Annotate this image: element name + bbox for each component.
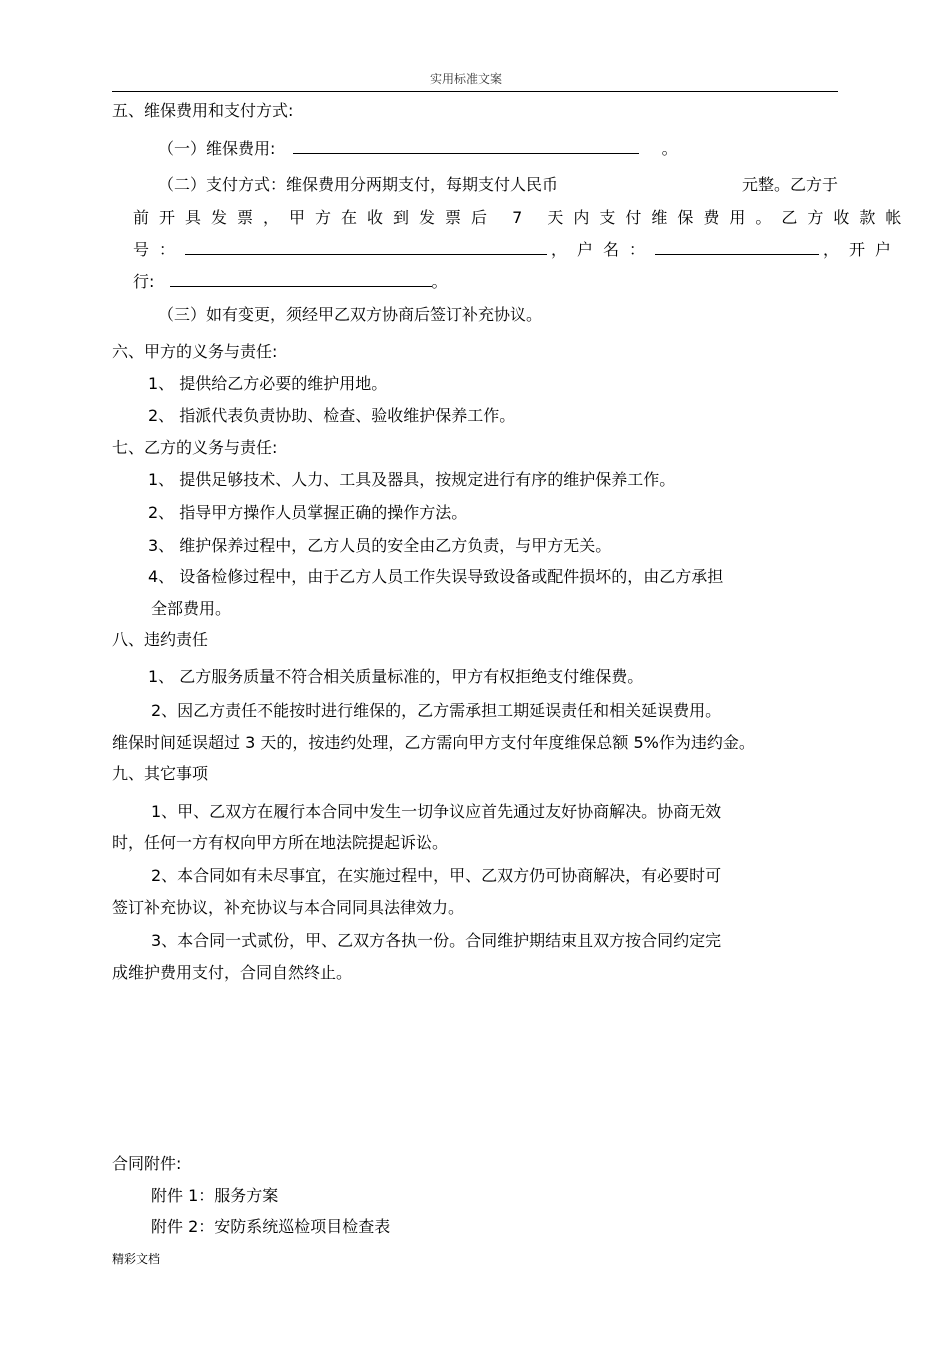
bank-line-label: 行: <box>133 272 155 291</box>
section8-item-2-cont: 维保时间延误超过 3 天的，按违约处理，乙方需向甲方支付年度维保总额 5%作为违约金。 <box>112 733 755 752</box>
section5-heading: 五、维保费用和支付方式: <box>112 101 294 120</box>
section7-item-3: 3、 维护保养过程中，乙方人员的安全由乙方负责，与甲方无关。 <box>148 536 612 555</box>
section7-item-2: 2、 指导甲方操作人员掌握正确的操作方法。 <box>148 503 468 522</box>
fee-blank <box>293 139 639 154</box>
section9-p1-line1: 1、甲、乙双方在履行本合同中发生一切争议应首先通过友好协商解决。协商无效 <box>151 802 722 821</box>
account-blank <box>185 240 547 255</box>
page-footer: 精彩文档 <box>112 1252 161 1266</box>
attachment-item-1: 附件 1：服务方案 <box>151 1186 279 1205</box>
section7-item-1: 1、 提供足够技术、人力、工具及器具，按规定进行有序的维护保养工作。 <box>148 470 676 489</box>
section7-heading: 七、乙方的义务与责任: <box>112 438 278 457</box>
section9-p2-line1: 2、本合同如有未尽事宜，在实施过程中，甲、乙双方仍可协商解决，有必要时可 <box>151 866 722 885</box>
section9-heading: 九、其它事项 <box>112 764 209 783</box>
attachments-heading: 合同附件: <box>112 1154 182 1173</box>
section9-p3-line2: 成维护费用支付，合同自然终止。 <box>112 963 353 982</box>
page-header: 实用标准文案 <box>430 72 503 86</box>
section6-item-1: 1、 提供给乙方必要的维护用地。 <box>148 374 388 393</box>
section9-p1-line2: 时，任何一方有权向甲方所在地法院提起诉讼。 <box>112 833 449 852</box>
account-label: 号： <box>133 240 186 259</box>
section8-item-2: 2、因乙方责任不能按时进行维保的，乙方需承担工期延误责任和相关延误费用。 <box>151 701 722 720</box>
section6-item-2: 2、 指派代表负责协助、检查、验收维护保养工作。 <box>148 406 516 425</box>
bank-label: ，开户 <box>823 240 902 259</box>
item1-label: （一）维保费用: <box>158 139 276 158</box>
bank-blank <box>170 272 432 287</box>
section9-p2-line2: 签订补充协议，补充协议与本合同同具法律效力。 <box>112 898 465 917</box>
section7-item-4-cont: 全部费用。 <box>151 599 232 618</box>
section7-item-4: 4、 设备检修过程中，由于乙方人员工作失误导致设备或配件损坏的，由乙方承担 <box>148 567 724 586</box>
section5-item2-c: 前开具发票，甲方在收到发票后 7 天内支付维保费用。乙方收款帐 <box>133 208 912 227</box>
section6-heading: 六、甲方的义务与责任: <box>112 342 278 361</box>
section5-item2-a: （二）支付方式：维保费用分两期支付，每期支付人民币 <box>158 175 559 194</box>
section5-item1 <box>158 139 678 159</box>
header-rule <box>112 91 838 92</box>
section8-item-1: 1、 乙方服务质量不符合相关质量标准的，甲方有权拒绝支付维保费。 <box>148 667 644 686</box>
section9-p3-line1: 3、本合同一式贰份，甲、乙双方各执一份。合同维护期结束且双方按合同约定完 <box>151 931 722 950</box>
section5-item2-e <box>133 272 448 292</box>
account-name-label: ，户名： <box>551 240 656 259</box>
section5-item2-b: 元整。乙方于 <box>742 175 839 194</box>
section8-heading: 八、违约责任 <box>112 630 209 649</box>
item1-end: 。 <box>661 139 678 158</box>
account-name-blank <box>655 240 819 255</box>
section5-item2-d <box>133 240 901 260</box>
section5-item3: （三）如有变更，须经甲乙双方协商后签订补充协议。 <box>158 305 543 324</box>
attachment-item-2: 附件 2：安防系统巡检项目检查表 <box>151 1217 391 1236</box>
bank-line-end: 。 <box>431 272 448 291</box>
